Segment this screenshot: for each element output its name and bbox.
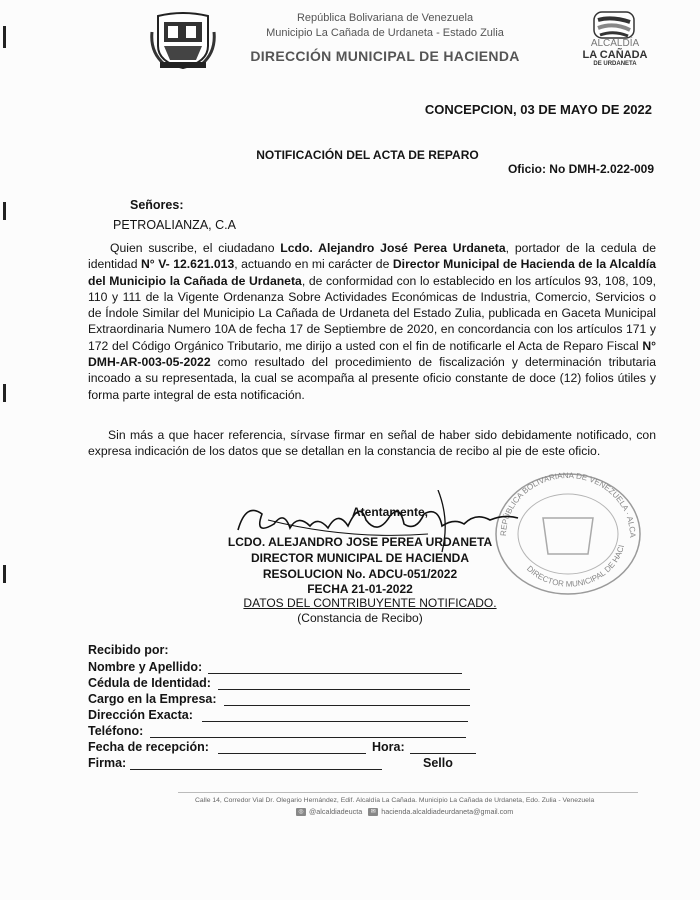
text-run: Quien suscribe, el ciudadano	[110, 241, 281, 255]
time-field[interactable]	[410, 753, 476, 754]
scan-mark	[3, 384, 6, 402]
bold-text-run: N° V- 12.621.013	[141, 257, 235, 272]
handwritten-signature	[228, 490, 528, 560]
mail-icon: ✉	[368, 808, 378, 816]
header-municipality: Municipio La Cañada de Urdaneta - Estado Zulia	[266, 27, 504, 39]
name-field[interactable]	[208, 673, 462, 674]
address-label: Dirección Exacta:	[88, 708, 193, 722]
bold-text-run: N° DMH-AR-003-05-2022	[88, 338, 656, 370]
stamp-top-text: REPÚBLICA BOLIVARIANA DE VENEZUELA · ALCA	[498, 470, 638, 538]
letter-date: CONCEPCION, 03 DE MAYO DE 2022	[424, 102, 652, 117]
logo-sub-text: DE URDANETA	[593, 61, 637, 67]
scan-mark	[3, 565, 6, 583]
footer-social: @alcaldiadeucta	[309, 807, 363, 816]
name-label: Nombre y Apellido:	[88, 660, 203, 674]
reception-date-field[interactable]	[218, 753, 366, 754]
signer-resolution-date: FECHA 21-01-2022	[307, 582, 413, 596]
logo-alcaldia-text: ALCALDÍA	[590, 38, 640, 49]
seal-label: Sello	[423, 756, 453, 770]
oficio-number: Oficio: No DMH-2.022-009	[507, 162, 654, 176]
text-run: , portador de la cedula de identidad	[88, 241, 656, 272]
body-paragraph-2: Sin más a que hacer referencia, sírvase firmar en señal de haber sido debidamente notificado, con expresa indicación de los datos que se detallan en la constancia de recibo al pie de este oficio.	[88, 428, 656, 459]
position-field[interactable]	[224, 705, 470, 706]
signer-name: LCDO. ALEJANDRO JOSE PEREA URDANETA	[227, 535, 493, 549]
position-label: Cargo en la Empresa:	[88, 692, 217, 706]
signature-field[interactable]	[130, 769, 382, 770]
coat-of-arms-icon	[150, 12, 216, 70]
signer-position: DIRECTOR MUNICIPAL DE HACIENDA	[250, 551, 469, 565]
id-label: Cédula de Identidad:	[88, 676, 211, 690]
text-run: , de conformidad con lo establecido en los artículos 93, 108, 109, 110 y 111 de la Vigente Ordenanza Sobre Actividades Económicas de Industria, Comercio, Servicios o de Índole Similar del Municipio La Cañada de Urdaneta del Estado Zulia, publicada en Gaceta Municipal Extraordinaria Numero 10A de fecha 17 de Septiembre de 2020, en concordancia con los artículos 171 y 172 del Código Orgánico Tributario, me dirijo a usted con el fin de notificarle el Acta de Reparo Fiscal	[88, 273, 656, 353]
letter-subject: NOTIFICACIÓN DEL ACTA DE REPARO	[256, 148, 479, 162]
scan-mark	[3, 202, 6, 220]
salutation: Señores:	[130, 198, 184, 212]
stamp-bottom-text: DIRECTOR MUNICIPAL DE HACI	[525, 543, 627, 589]
instagram-icon: ◎	[296, 808, 306, 816]
address-field[interactable]	[202, 721, 468, 722]
reception-date-label: Fecha de recepción:	[88, 740, 209, 754]
footer-divider	[178, 792, 638, 793]
receipt-heading: DATOS DEL CONTRIBUYENTE NOTIFICADO.	[243, 596, 497, 610]
bold-text-run: Lcdo. Alejandro José Perea Urdaneta	[280, 241, 506, 255]
header-country: República Bolivariana de Venezuela	[296, 12, 474, 24]
closing-text: Atentamente,	[351, 505, 428, 519]
recipient-name: PETROALIANZA, C.A	[113, 218, 236, 232]
footer-contacts	[296, 807, 513, 816]
footer-address: Calle 14, Corredor Vial Dr. Olegario Hernández, Edif. Alcaldía La Cañada. Municipio La Cañada de Urdaneta, Edo. Zulia - Venezuela	[195, 797, 595, 804]
signature-label: Firma:	[88, 756, 127, 770]
text-run: , actuando en mi carácter de	[234, 257, 393, 272]
alcaldia-logo	[560, 8, 670, 78]
receipt-subheading: (Constancia de Recibo)	[297, 611, 423, 625]
received-by-label: Recibido por:	[88, 643, 169, 657]
text-run: como resultado del procedimiento de fiscalización y determinación tributaria incoado a su representada, la cual se acompaña al presente oficio constante de doce (12) folios útiles y forma parte integral de esta notificación.	[88, 355, 656, 402]
id-field[interactable]	[218, 689, 470, 690]
alcaldia-emblem-icon	[592, 10, 636, 40]
phone-field[interactable]	[150, 737, 466, 738]
scan-mark	[3, 26, 6, 48]
phone-label: Teléfono:	[88, 724, 144, 738]
logo-name-text: LA CAÑADA	[582, 49, 648, 61]
body-paragraph-1	[88, 240, 656, 403]
footer-email: hacienda.alcaldiadeurdaneta@gmail.com	[381, 807, 514, 816]
bold-text-run: Director Municipal de Hacienda de la Alcaldía del Municipio la Cañada de Urdaneta	[88, 257, 656, 288]
signer-resolution: RESOLUCION No. ADCU-051/2022	[262, 567, 458, 581]
header-title: DIRECCIÓN MUNICIPAL DE HACIENDA	[250, 48, 520, 64]
time-label: Hora:	[372, 740, 405, 754]
